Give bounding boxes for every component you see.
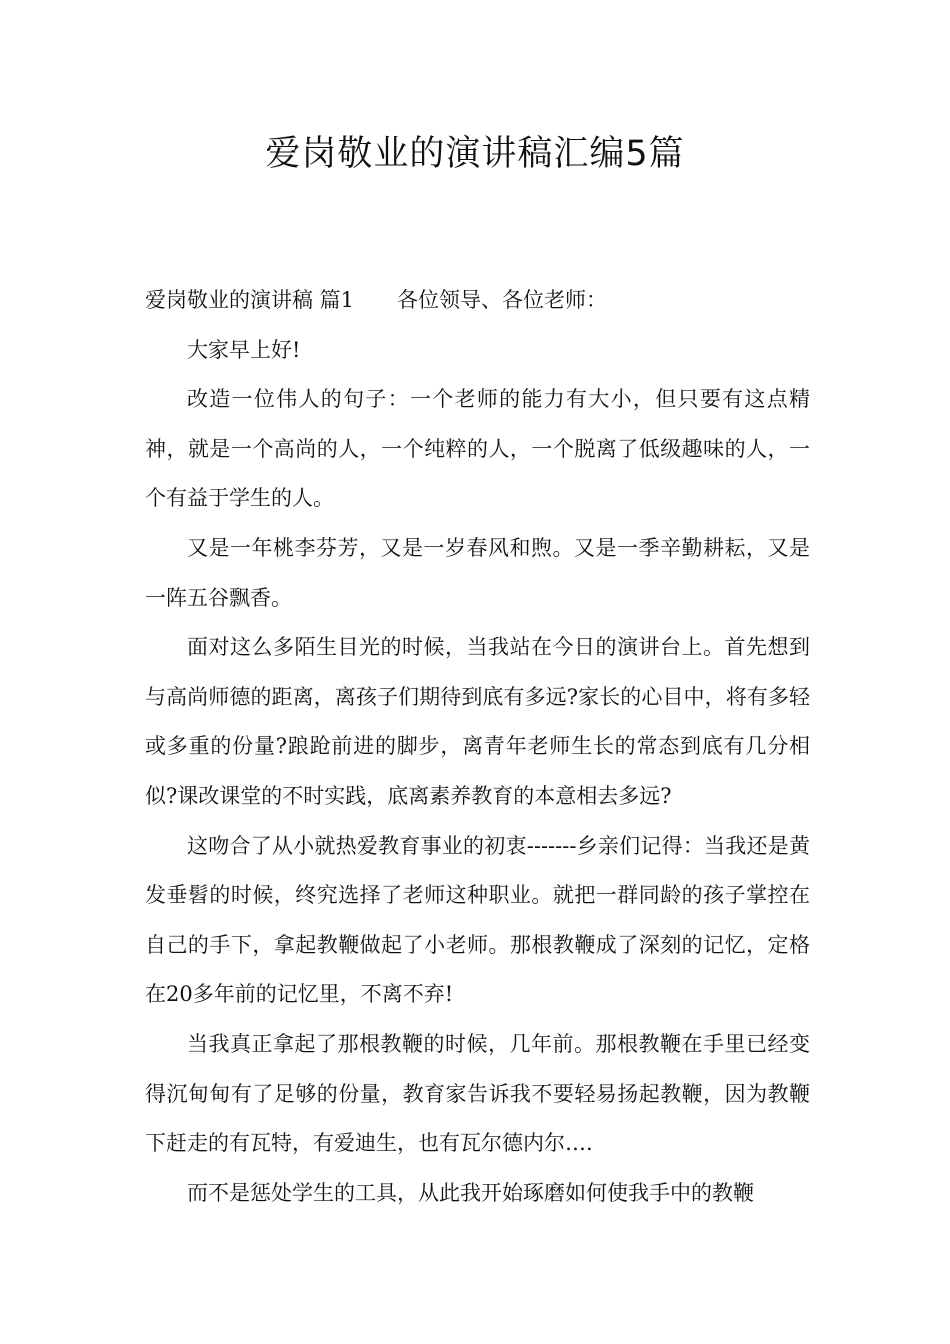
paragraph-seasons: 又是一年桃李芬芳，又是一岁春风和煦。又是一季辛勤耕耘，又是一阵五谷飘香。: [145, 535, 810, 610]
section-heading: 爱岗敬业的演讲稿 篇1: [145, 288, 355, 312]
paragraph-reflection: 面对这么多陌生目光的时候，当我站在今日的演讲台上。首先想到与高尚师德的距离，离孩子们期待到底有多远?家长的心目中，将有多轻或多重的份量?踉跄前进的脚步，离青年老师生长的常态到底有几分相似?课改课堂的不时实践，底离素养教育的本意相去多远?: [145, 635, 810, 808]
paragraph-childhood: 这吻合了从小就热爱教育事业的初衷-------乡亲们记得：当我还是黄发垂髫的时候，终究选择了老师这种职业。就把一群同龄的孩子掌控在自己的手下，拿起教鞭做起了小老师。那根教鞭成了深刻的记忆，定格在20多年前的记忆里，不离不弃!: [145, 833, 810, 1007]
paragraph-quote: 改造一位伟人的句子：一个老师的能力有大小，但只要有这点精神，就是一个高尚的人，一个纯粹的人，一个脱离了低级趣味的人，一个有益于学生的人。: [145, 387, 810, 511]
document-title: 爱岗敬业的演讲稿汇编5篇: [265, 134, 685, 174]
paragraph-continuation: 而不是惩处学生的工具，从此我开始琢磨如何使我手中的教鞭: [187, 1180, 754, 1205]
paragraph-greeting: 大家早上好!: [187, 337, 301, 362]
salutation: 各位领导、各位老师：: [397, 288, 608, 312]
opening-line: [145, 276, 810, 326]
document-body: [145, 276, 810, 1218]
paragraph-teaching-rod: 当我真正拿起了那根教鞭的时候，几年前。那根教鞭在手里已经变得沉甸甸有了足够的份量，教育家告诉我不要轻易扬起教鞭，因为教鞭下赶走的有瓦特，有爱迪生，也有瓦尔德内尔….: [145, 1031, 810, 1156]
